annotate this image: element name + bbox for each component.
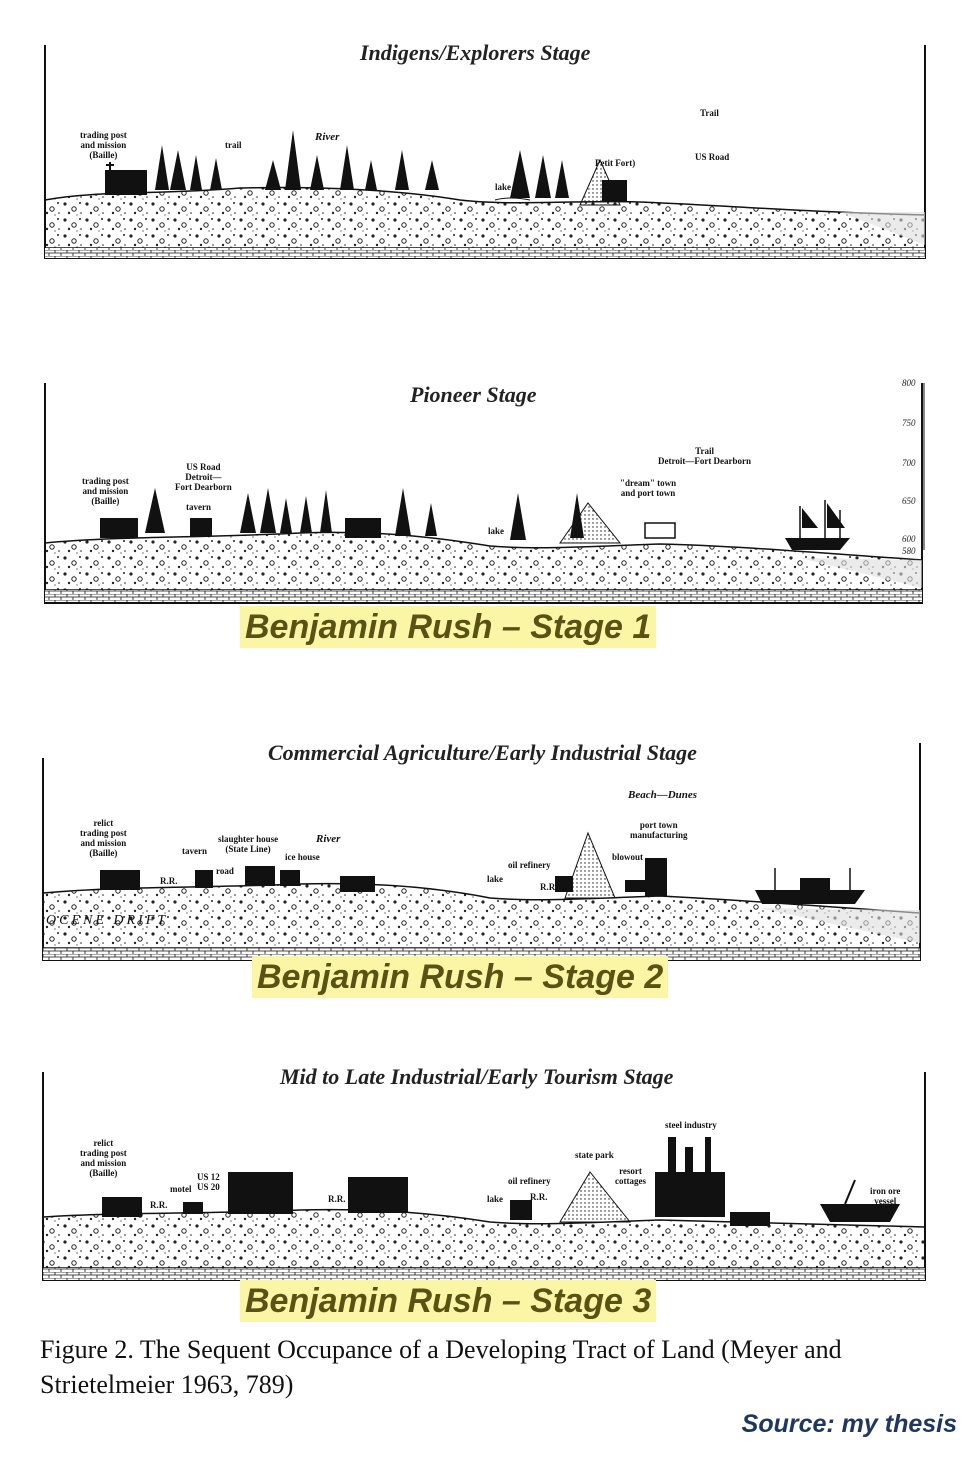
label-port-town: port town manufacturing (630, 820, 688, 840)
label-trading-post: trading post and mission (Baille) (80, 130, 127, 160)
label-steel-industry: steel industry (665, 1120, 717, 1130)
elevation-tick: 580 (902, 546, 916, 556)
label-us-12-20: US 12 US 20 (197, 1172, 220, 1192)
panel-title: Mid to Late Industrial/Early Tourism Stage (280, 1064, 674, 1089)
source-note: Source: my thesis (741, 1410, 957, 1438)
label-road: road (216, 866, 234, 876)
label-petit-fort: Petit Fort) (595, 158, 636, 168)
label-rr: R.R. (160, 876, 178, 886)
panel-title: Commercial Agriculture/Early Industrial Stage (268, 740, 697, 765)
label-oil-refinery: oil refinery (508, 1176, 551, 1186)
label-ocene-drift: OCENE DRIFT (46, 913, 169, 928)
trading-post-building (105, 162, 147, 195)
panel-1-drawing (40, 40, 930, 270)
highlight-stage-2: Benjamin Rush – Stage 2 (252, 956, 668, 998)
petit-fort-building (602, 180, 627, 202)
steamship (755, 868, 865, 904)
label-beach-dunes: Beach—Dunes (628, 789, 698, 801)
highlight-stage-1: Benjamin Rush – Stage 1 (240, 606, 656, 648)
label-dream-town: "dream" town and port town (620, 478, 677, 498)
panel-title: Pioneer Stage (410, 382, 537, 407)
label-rr-2: R.R. (328, 1194, 346, 1204)
panel-3-drawing (40, 738, 930, 966)
elevation-tick: 650 (902, 496, 916, 506)
label-tavern: tavern (186, 502, 211, 512)
label-lake: lake (488, 526, 505, 536)
panel-4-drawing (40, 1062, 930, 1288)
label-us-road: US Road (695, 152, 730, 162)
label-trading-post: trading post and mission (Baille) (82, 476, 129, 506)
label-lake: lake (487, 1194, 504, 1204)
label-rr: R.R. (150, 1200, 168, 1210)
elevation-tick: 700 (902, 458, 916, 468)
label-relict-trading-post: relict trading post and mission (Baille) (80, 818, 127, 858)
label-rr-3: R.R. (530, 1192, 548, 1202)
label-slaughter-house: slaughter house (State Line) (218, 834, 279, 854)
label-lake: lake (495, 182, 512, 192)
label-trail-east: Trail (700, 108, 719, 118)
label-rr-2: R.R. (540, 882, 558, 892)
label-tavern: tavern (182, 846, 207, 856)
label-state-park: state park (575, 1150, 614, 1160)
panel-mid-late-industrial (40, 1062, 930, 1288)
label-us-road: US Road Detroit— Fort Dearborn (175, 462, 232, 492)
label-river: River (316, 833, 341, 845)
label-river: River (315, 131, 340, 143)
label-iron-ore-vessel: iron ore vessel (870, 1186, 901, 1206)
elevation-tick: 800 (902, 378, 916, 388)
panel-pioneer (40, 378, 930, 610)
label-trail-detroit: Trail Detroit—Fort Dearborn (658, 446, 752, 466)
label-blowout: blowout (612, 852, 644, 862)
label-resort-cottages: resort cottages (615, 1166, 646, 1186)
label-lake: lake (487, 874, 504, 884)
panel-indigens-explorers (40, 40, 930, 270)
lake-shape (495, 198, 530, 200)
panel-commercial-agriculture (40, 738, 930, 966)
label-relict-trading-post: relict trading post and mission (Baille) (80, 1138, 127, 1178)
label-motel: motel (170, 1184, 192, 1194)
panel-2-drawing (40, 378, 930, 610)
elevation-tick: 750 (902, 418, 916, 428)
sailing-ship (785, 500, 850, 550)
figure-caption: Figure 2. The Sequent Occupance of a Developing Tract of Land (Meyer and Strietelmeier 1963, 789) (40, 1335, 842, 1399)
panel-title: Indigens/Explorers Stage (360, 40, 591, 65)
label-trail: trail (225, 140, 242, 150)
label-oil-refinery: oil refinery (508, 860, 551, 870)
elevation-tick: 600 (902, 534, 916, 544)
label-ice-house: ice house (285, 852, 320, 862)
highlight-stage-3: Benjamin Rush – Stage 3 (240, 1280, 656, 1322)
